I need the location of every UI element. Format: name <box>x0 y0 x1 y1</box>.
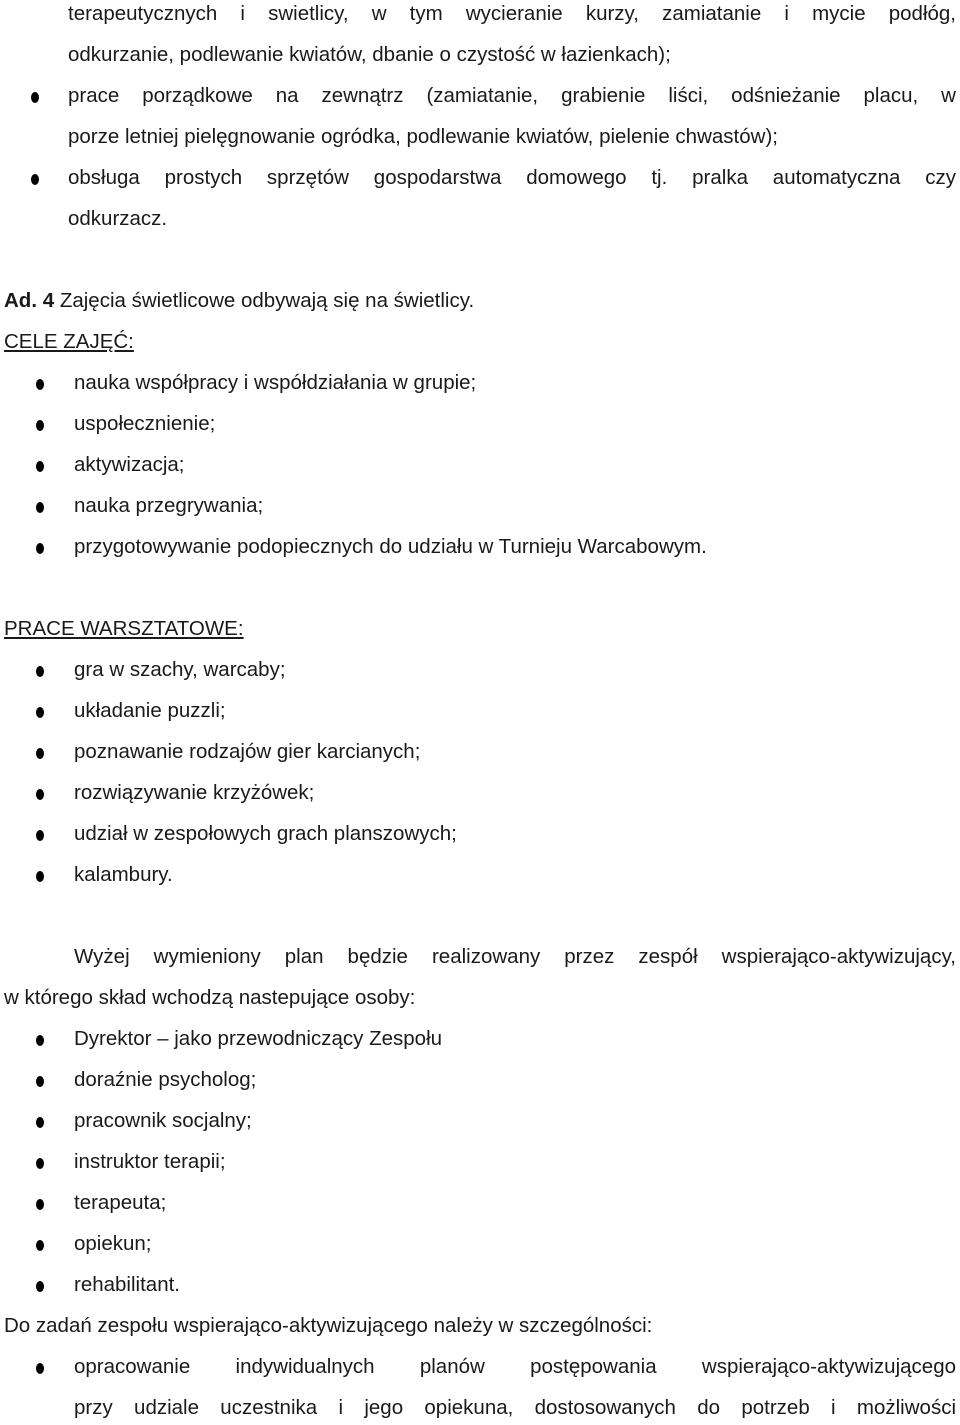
bullet-icon <box>36 707 44 718</box>
list-item: nauka przegrywania; <box>74 494 264 517</box>
bullet-icon <box>36 502 44 513</box>
list-item: pracownik socjalny; <box>74 1109 252 1132</box>
list-item-text: prace porządkowe na zewnątrz (zamiatanie, grabienie liści, odśnieżanie placu, w <box>68 84 956 107</box>
section-paragraph <box>4 289 474 313</box>
paragraph-text: Do zadań zespołu wspierająco-aktywizującego należy w szczególności: <box>4 1314 653 1337</box>
bullet-icon <box>36 748 44 759</box>
bullet-icon <box>36 1076 44 1087</box>
list-item-text: przy udziale uczestnika i jego opiekuna, dostosowanych do potrzeb i możliwości <box>74 1396 956 1419</box>
list-item: terapeuta; <box>74 1191 167 1214</box>
bullet-icon <box>36 379 44 390</box>
section-label: Ad. 4 <box>4 289 55 312</box>
bullet-icon <box>36 1158 44 1169</box>
section-heading: CELE ZAJĘĆ: <box>4 330 134 353</box>
list-item: układanie puzzli; <box>74 699 226 722</box>
list-item: doraźnie psycholog; <box>74 1068 257 1091</box>
list-item: gra w szachy, warcaby; <box>74 658 286 681</box>
paragraph-text: w którego skład wchodzą nastepujące osoby: <box>4 986 416 1009</box>
list-item: nauka współpracy i współdziałania w grupie; <box>74 371 477 394</box>
bullet-icon <box>36 1117 44 1128</box>
list-item: udział w zespołowych grach planszowych; <box>74 822 457 845</box>
section-text: Zajęcia świetlicowe odbywają się na świetlicy. <box>54 289 475 312</box>
list-item: przygotowywanie podopiecznych do udziału w Turnieju Warcabowym. <box>74 535 707 558</box>
bullet-icon <box>36 1199 44 1210</box>
list-item: Dyrektor – jako przewodniczący Zespołu <box>74 1027 443 1050</box>
bullet-icon <box>36 420 44 431</box>
bullet-icon <box>36 461 44 472</box>
list-item: kalambury. <box>74 863 173 886</box>
list-item: opiekun; <box>74 1232 152 1255</box>
bullet-icon <box>36 666 44 677</box>
list-item: aktywizacja; <box>74 453 185 476</box>
bullet-icon <box>36 1035 44 1046</box>
list-item: rozwiązywanie krzyżówek; <box>74 781 315 804</box>
bullet-icon <box>36 871 44 882</box>
list-item: uspołecznienie; <box>74 412 216 435</box>
list-item-text: opracowanie indywidualnych planów postępowania wspierająco-aktywizującego <box>74 1355 956 1378</box>
bullet-icon <box>36 830 44 841</box>
bullet-icon <box>36 1281 44 1292</box>
paragraph-text: Wyżej wymieniony plan będzie realizowany przez zespół wspierająco-aktywizujący, <box>74 945 956 968</box>
bullet-icon <box>31 92 39 103</box>
list-item-text: odkurzacz. <box>68 207 168 230</box>
list-item: poznawanie rodzajów gier karcianych; <box>74 740 421 763</box>
list-item: instruktor terapii; <box>74 1150 226 1173</box>
bullet-icon <box>36 543 44 554</box>
bullet-icon <box>36 1363 44 1374</box>
bullet-icon <box>36 1240 44 1251</box>
list-item-text: odkurzanie, podlewanie kwiatów, dbanie o czystość w łazienkach); <box>68 43 671 66</box>
list-item-text: porze letniej pielęgnowanie ogródka, podlewanie kwiatów, pielenie chwastów); <box>68 125 778 148</box>
section-heading: PRACE WARSZTATOWE: <box>4 617 244 640</box>
list-item: rehabilitant. <box>74 1273 180 1296</box>
bullet-icon <box>36 789 44 800</box>
bullet-icon <box>31 174 39 185</box>
list-item-text: terapeutycznych i swietlicy, w tym wycieranie kurzy, zamiatanie i mycie podłóg, <box>68 2 956 25</box>
list-item-text: obsługa prostych sprzętów gospodarstwa domowego tj. pralka automatyczna czy <box>68 166 956 189</box>
